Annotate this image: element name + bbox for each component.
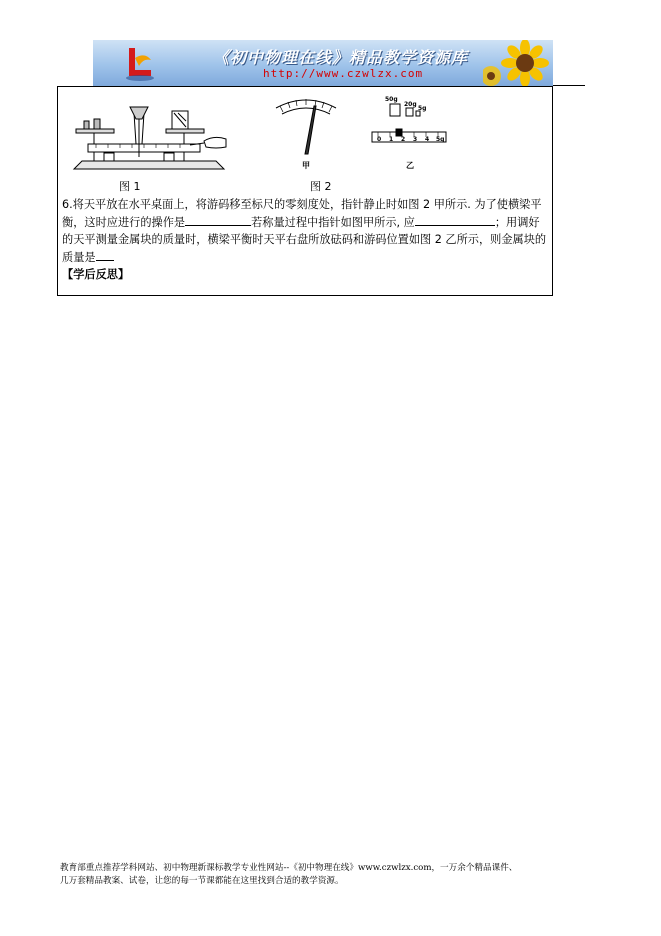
- figure-2-left-label: 甲: [302, 161, 310, 170]
- sunflower-icon: [483, 40, 553, 86]
- tick-label: 2: [401, 136, 406, 143]
- reflection-heading: 【学后反思】: [62, 268, 130, 281]
- banner-url[interactable]: http://www.czwlzx.com: [263, 67, 424, 80]
- weight-20g-label: 20g: [404, 101, 417, 108]
- answer-blank-2[interactable]: [415, 215, 495, 226]
- question-part-3: ；用调好的天平测量金属块的质量时，横梁平衡时天平右盘所放砝码和游码位置如图 2 乙所示，则金属块的质量是: [62, 215, 547, 264]
- tick-label: 3: [413, 136, 418, 143]
- footer-line-2: 几万套精品教案、试卷，让您的每一节课都能在这里找到合适的教学资源。: [60, 876, 344, 886]
- question-part-2: 若称量过程中指针如图甲所示, 应: [251, 215, 415, 229]
- site-logo-icon: [121, 44, 155, 82]
- answer-blank-3[interactable]: [96, 250, 114, 261]
- header-rule: [553, 85, 585, 86]
- banner-title: 《初中物理在线》精品教学资源库: [213, 48, 469, 67]
- footer-line-1: 教育部重点推荐学科网站、初中物理新课标教学专业性网站--《初中物理在线》www.czwlzx.com，一万余个精品课件、: [60, 863, 518, 873]
- page-footer: [60, 862, 605, 888]
- tick-label: 1: [389, 136, 394, 143]
- balance-figure: [64, 99, 234, 177]
- weight-50g-label: 50g: [385, 96, 398, 103]
- rider-scale-ticks: [374, 136, 454, 144]
- figure-2-caption: 图 2: [310, 180, 332, 193]
- figure-1-caption: 图 1: [119, 180, 141, 193]
- question-6: [62, 196, 548, 284]
- header-banner: [93, 40, 553, 86]
- tick-label: 5g: [436, 136, 445, 143]
- tick-label: 4: [425, 136, 430, 143]
- figure-2-right-label: 乙: [406, 161, 414, 170]
- answer-blank-1[interactable]: [185, 215, 251, 226]
- question-part-1: 6.将天平放在水平桌面上，将游码移至标尺的零刻度处，指针静止时如图 2 甲所示. 为了使横梁平衡，这时应进行的操作是: [62, 198, 542, 229]
- pointer-scale-figure: [272, 94, 340, 156]
- weight-5g-label: 5g: [418, 105, 427, 112]
- tick-label: 0: [377, 136, 382, 143]
